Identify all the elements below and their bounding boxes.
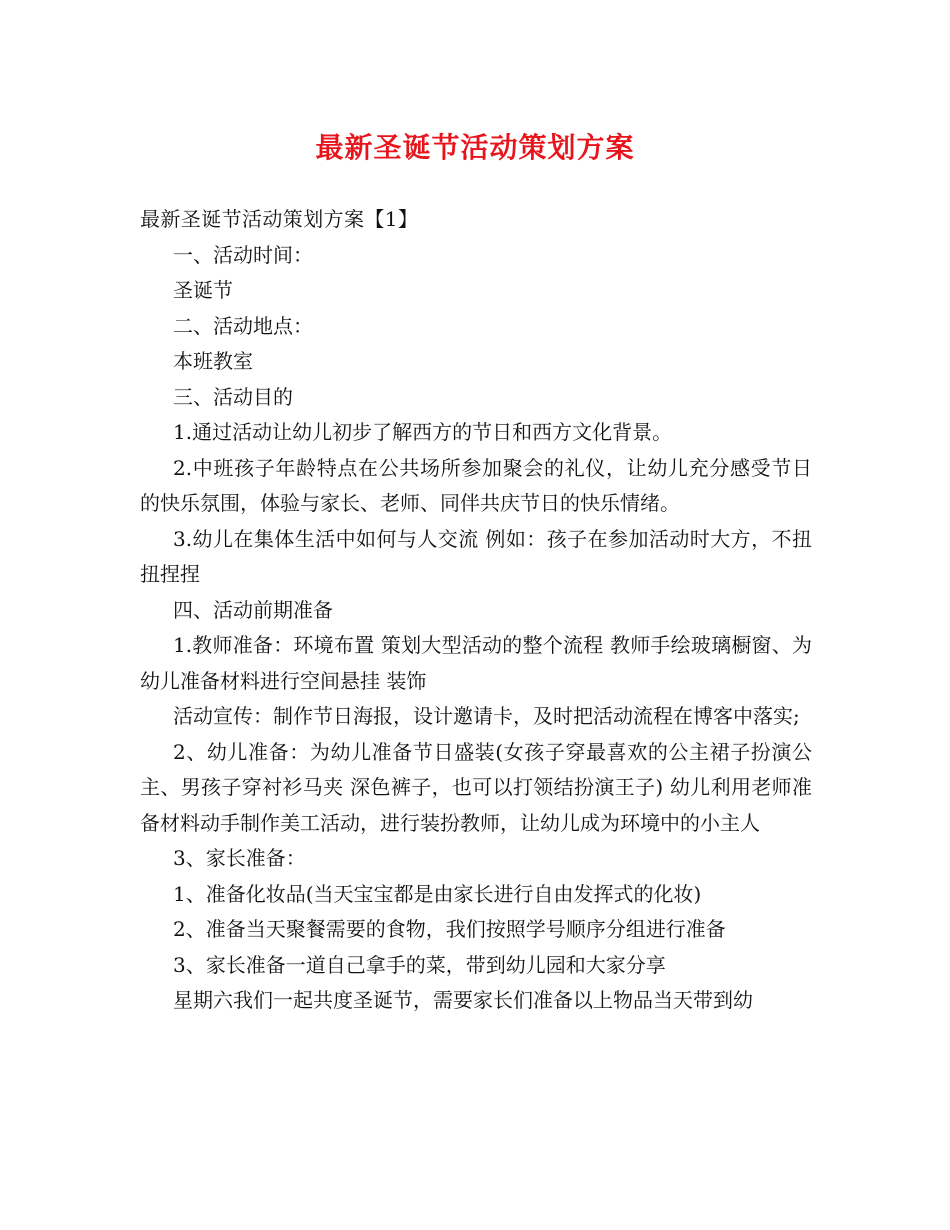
paragraph: 2、准备当天聚餐需要的食物，我们按照学号顺序分组进行准备 [173,917,726,941]
paragraph: 圣诞节 [173,278,233,302]
paragraph: 2、幼儿准备：为幼儿准备节日盛装(女孩子穿最喜欢的公主裙子扮演公主、男孩子穿衬衫马夹 深色裤子，也可以打领结扮演王子) 幼儿利用老师准备材料动手制作美工活动，进行装扮教师，让幼儿成为环境中的小主人 [140,739,812,835]
paragraph: 活动宣传：制作节日海报，设计邀请卡，及时把活动流程在博客中落实; [173,704,800,728]
paragraph: 3、家长准备： [173,846,306,870]
document-title: 最新圣诞节活动策划方案 [315,131,635,164]
document-body [140,202,812,1019]
paragraph: 3、家长准备一道自己拿手的菜，带到幼儿园和大家分享 [173,952,666,977]
paragraph: 2.中班孩子年龄特点在公共场所参加聚会的礼仪，让幼儿充分感受节日的快乐氛围，体验与家长、老师、同伴共庆节日的快乐情绪。 [140,455,812,515]
paragraph: 星期六我们一起共度圣诞节，需要家长们准备以上物品当天带到幼 [173,988,753,1012]
paragraph: 1.通过活动让幼儿初步了解西方的节日和西方文化背景。 [173,420,673,444]
paragraph: 本班教室 [173,349,253,373]
paragraph: 二、活动地点： [173,313,313,338]
paragraph: 三、活动目的 [173,384,293,409]
paragraph: 3.幼儿在集体生活中如何与人交流 例如：孩子在参加活动时大方，不扭扭捏捏 [140,526,812,586]
paragraph: 四、活动前期准备 [173,597,333,622]
paragraph: 1.教师准备：环境布置 策划大型活动的整个流程 教师手绘玻璃橱窗、为幼儿准备材料进行空间悬挂 装饰 [140,633,812,693]
paragraph: 1、准备化妆品(当天宝宝都是由家长进行自由发挥式的化妆) [173,881,702,906]
paragraph: 一、活动时间： [173,242,313,267]
section-heading: 最新圣诞节活动策划方案【1】 [140,207,419,231]
